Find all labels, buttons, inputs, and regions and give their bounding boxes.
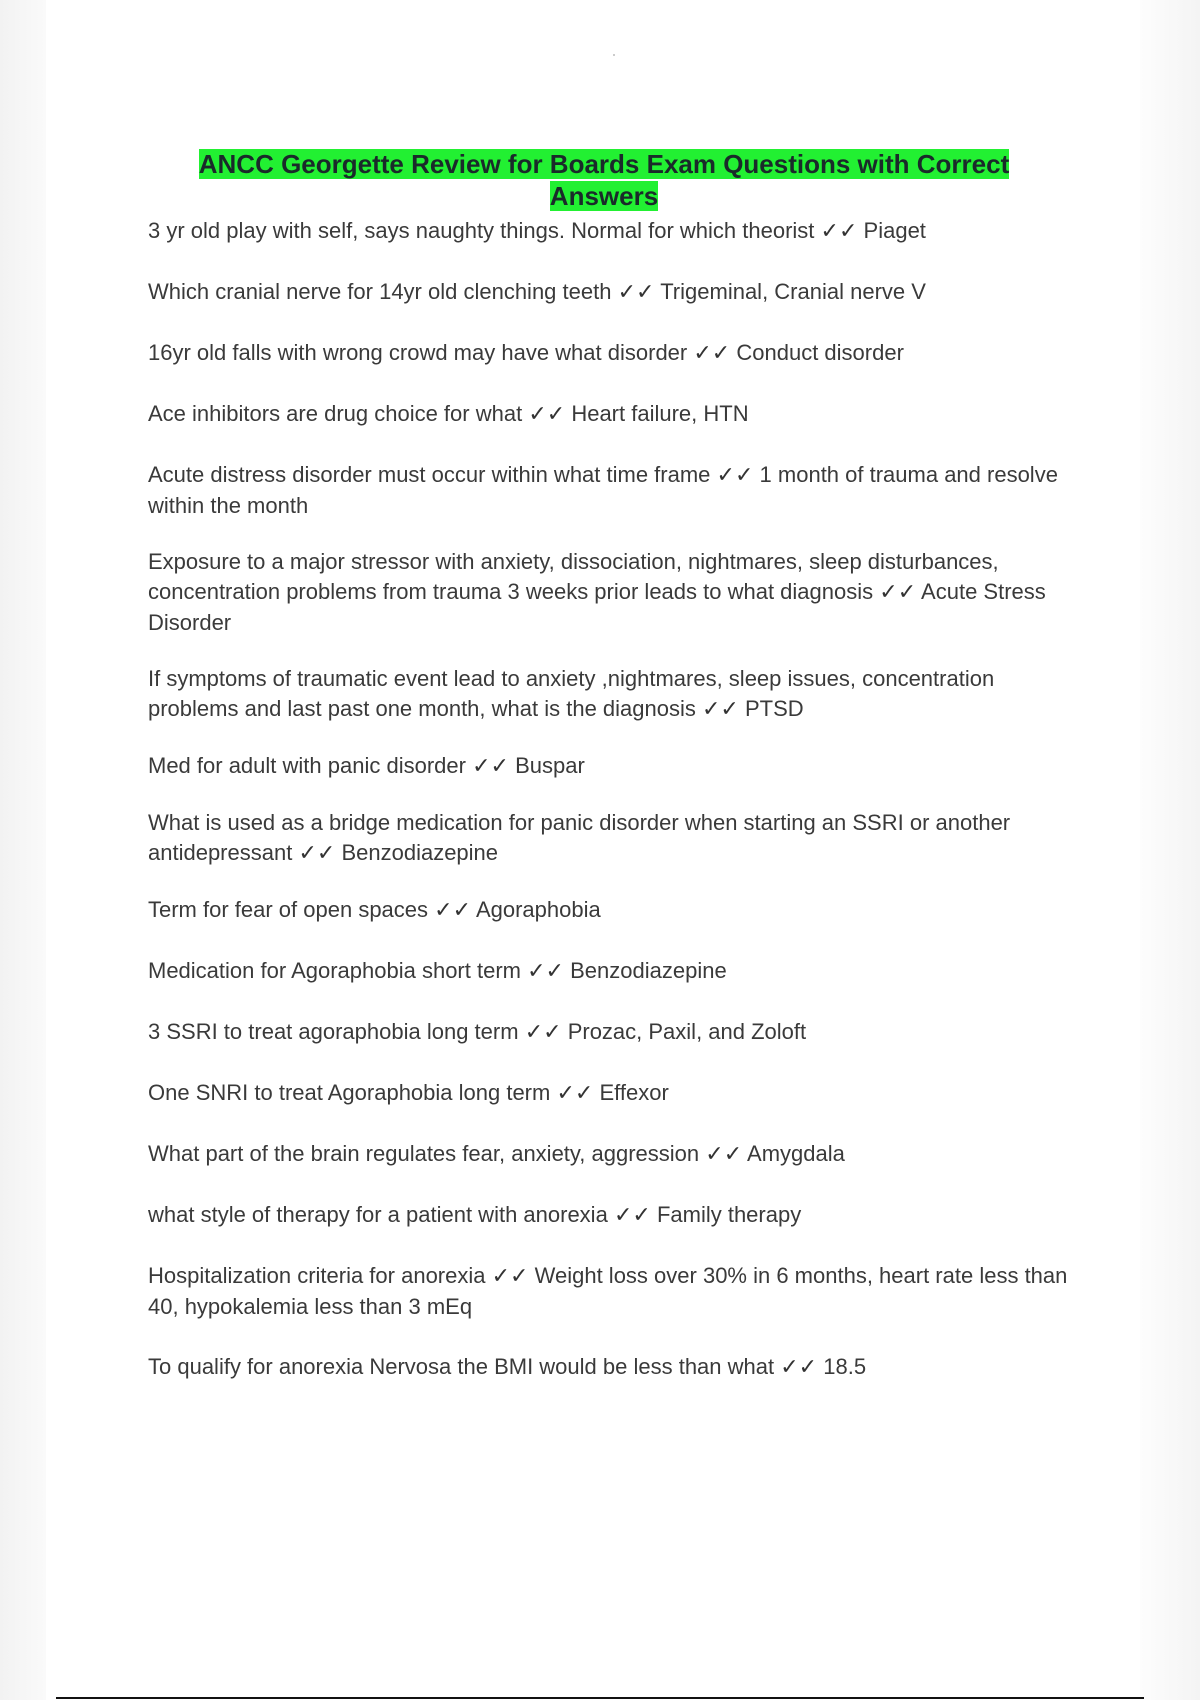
header-mark <box>613 54 615 56</box>
qa-item <box>148 1078 1088 1109</box>
question-text: To qualify for anorexia Nervosa the BMI would be less than what <box>148 1354 775 1379</box>
qa-item <box>148 460 1088 521</box>
qa-item <box>148 338 1088 369</box>
qa-list <box>148 216 1088 1383</box>
answer-text: Buspar <box>515 753 585 778</box>
qa-item <box>148 1352 1088 1383</box>
answer-text: Benzodiazepine <box>341 840 499 865</box>
answer-text: Benzodiazepine <box>570 958 727 983</box>
question-text: Acute distress disorder must occur within what time frame <box>148 462 711 487</box>
answer-text: Trigeminal, Cranial nerve V <box>660 279 926 304</box>
qa-item <box>148 664 1088 725</box>
check-icon: ✓✓ <box>705 1142 743 1167</box>
question-text: Which cranial nerve for 14yr old clenching teeth <box>148 279 612 304</box>
qa-item <box>148 547 1088 638</box>
question-text: Term for fear of open spaces <box>148 897 429 922</box>
check-icon: ✓✓ <box>298 841 336 866</box>
document-title <box>148 148 1060 212</box>
answer-text: Heart failure, HTN <box>571 401 749 426</box>
check-icon: ✓✓ <box>556 1081 594 1106</box>
answer-text: Agoraphobia <box>475 897 601 922</box>
answer-text: Piaget <box>863 218 926 243</box>
question-text: Medication for Agoraphobia short term <box>148 958 521 983</box>
qa-item <box>148 1261 1088 1322</box>
check-icon: ✓✓ <box>780 1355 818 1380</box>
answer-text: Family therapy <box>656 1202 802 1227</box>
question-text: One SNRI to treat Agoraphobia long term <box>148 1080 551 1105</box>
qa-item <box>148 1200 1088 1231</box>
check-icon: ✓✓ <box>528 402 566 427</box>
qa-item <box>148 277 1088 308</box>
qa-item <box>148 216 1088 247</box>
answer-text: Conduct disorder <box>736 340 904 365</box>
answer-text: 1 month of trauma and resolve within the month <box>148 462 1058 518</box>
question-text: Ace inhibitors are drug choice for what <box>148 401 523 426</box>
qa-item <box>148 751 1088 782</box>
check-icon: ✓✓ <box>820 219 858 244</box>
answer-text: 18.5 <box>823 1354 867 1379</box>
check-icon: ✓✓ <box>527 959 564 984</box>
question-text: What part of the brain regulates fear, anxiety, aggression <box>148 1141 700 1166</box>
question-text: Med for adult with panic disorder <box>148 753 466 778</box>
question-text: what style of therapy for a patient with anorexia <box>148 1202 608 1227</box>
check-icon: ✓✓ <box>472 754 509 779</box>
check-icon: ✓✓ <box>716 463 754 488</box>
answer-text: Amygdala <box>747 1141 845 1166</box>
answer-text: PTSD <box>745 696 804 721</box>
check-icon: ✓✓ <box>693 341 731 366</box>
check-icon: ✓✓ <box>613 1203 651 1228</box>
qa-item <box>148 895 1088 926</box>
question-text: 16yr old falls with wrong crowd may have what disorder <box>148 340 688 365</box>
answer-text: Weight loss over 30% in 6 months, heart rate less than 40, hypokalemia less than 3 mEq <box>148 1263 1068 1319</box>
question-text: 3 SSRI to treat agoraphobia long term <box>148 1019 519 1044</box>
qa-item <box>148 1139 1088 1170</box>
check-icon: ✓✓ <box>702 697 739 722</box>
check-icon: ✓✓ <box>617 280 655 305</box>
scan-shadow-left <box>0 0 46 1700</box>
answer-text: Effexor <box>599 1080 669 1105</box>
question-text: If symptoms of traumatic event lead to anxiety ,nightmares, sleep issues, concentration problems and last past one month, what is the diagnosis <box>148 666 995 721</box>
question-text: What is used as a bridge medication for panic disorder when starting an SSRI or another antidepressant <box>148 810 1011 865</box>
qa-item <box>148 956 1088 987</box>
answer-text: Acute Stress Disorder <box>148 579 1046 635</box>
qa-item <box>148 399 1088 430</box>
question-text: Hospitalization criteria for anorexia <box>148 1263 486 1288</box>
check-icon: ✓✓ <box>434 898 472 923</box>
scan-shadow-right <box>1140 0 1200 1700</box>
document-title-text: ANCC Georgette Review for Boards Exam Questions with Correct Answers <box>198 149 1010 211</box>
check-icon: ✓✓ <box>491 1264 529 1289</box>
question-text: Exposure to a major stressor with anxiety, dissociation, nightmares, sleep disturbances, concentration problems from trauma 3 weeks prior leads to what diagnosis <box>148 549 999 604</box>
check-icon: ✓✓ <box>879 580 917 605</box>
page-bottom-rule <box>56 1697 1144 1699</box>
qa-item <box>148 1017 1088 1048</box>
qa-item <box>148 808 1088 869</box>
answer-text: Prozac, Paxil, and Zoloft <box>567 1019 807 1044</box>
check-icon: ✓✓ <box>524 1020 562 1045</box>
question-text: 3 yr old play with self, says naughty things. Normal for which theorist <box>148 218 815 243</box>
